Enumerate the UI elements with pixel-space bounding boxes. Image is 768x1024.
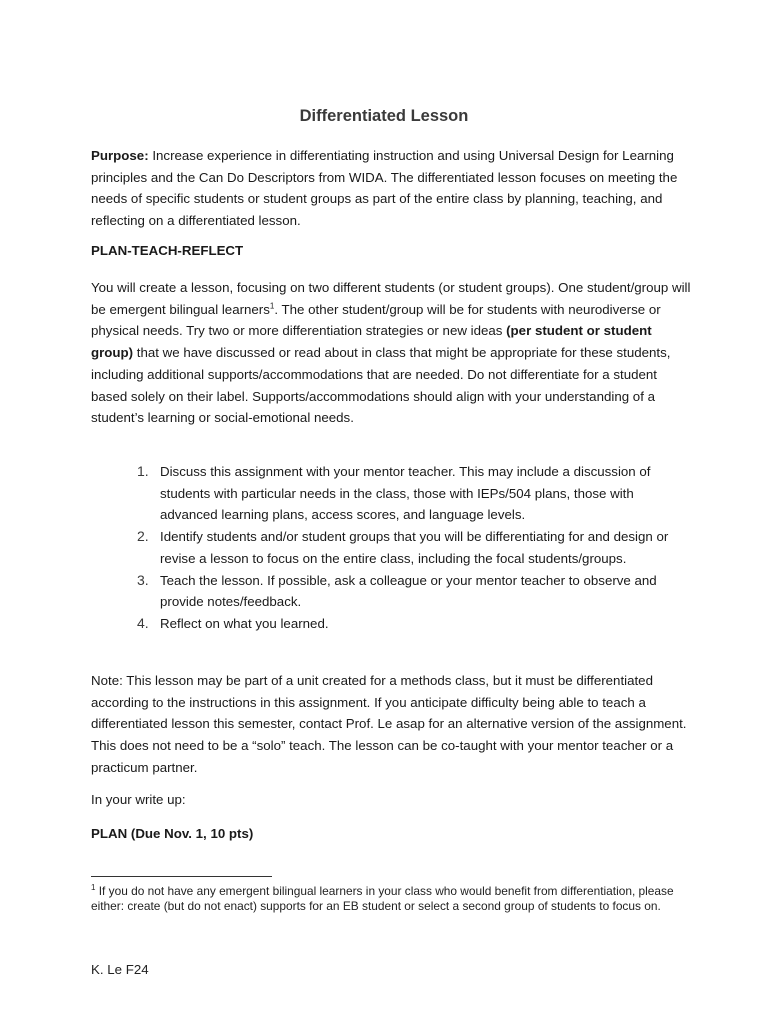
- list-item: [91, 526, 691, 569]
- list-item-text: Teach the lesson. If possible, ask a colleague or your mentor teacher to observe and provide notes/feedback.: [160, 572, 657, 610]
- writeup-label: In your write up:: [91, 792, 186, 807]
- purpose-text: Increase experience in differentiating instruction and using Universal Design for Learning principles and the Can Do Descriptors from WIDA. The differentiated lesson focuses on meeting the needs of specific students or student groups as part of the entire class by planning, teaching, and reflecting on a differentiated lesson.: [91, 148, 678, 229]
- list-item-text: Reflect on what you learned.: [160, 615, 329, 631]
- note-paragraph: Note: This lesson may be part of a unit created for a methods class, but it must be differentiated according to the instructions in this assignment. If you anticipate difficulty being able to teach a differentiated lesson this semester, contact Prof. Le asap for an alternative version of the assignment. This does not need to be a “solo” teach. The lesson can be co-taught with your mentor teacher or a practicum partner.: [91, 673, 687, 775]
- list-item: [91, 570, 691, 613]
- footnote-divider: [91, 876, 272, 877]
- intro-bold-text: (per student or student group): [91, 323, 652, 361]
- purpose-label: Purpose:: [91, 148, 149, 163]
- intro-paragraph: [91, 277, 691, 429]
- document-title: Differentiated Lesson: [299, 107, 469, 125]
- footnote: [91, 884, 691, 913]
- list-number: 4.: [137, 614, 149, 631]
- intro-text-3: that we have discussed or read about in class that might be appropriate for these students, including additional supports/accommodations that are needed. Do not differentiate for a student based solely on their label. Supports/accommodations should align with your understanding of a student’s learning or social-emotional needs.: [91, 345, 671, 426]
- footnote-text: If you do not have any emergent bilingual learners in your class who would benefit from differentiation, please either: create (but do not enact) supports for an EB student or select a second group of students to focus on.: [91, 884, 674, 913]
- steps-list: [91, 461, 691, 635]
- intro-text-2: . The other student/group will be for students with neurodiverse or physical needs. Try two or more differentiation strategies or new ideas: [91, 301, 661, 339]
- list-item: [91, 461, 691, 526]
- list-item-text: Discuss this assignment with your mentor teacher. This may include a discussion of students with particular needs in the class, those with IEPs/504 plans, those with advanced learning plans, access scores, and language levels.: [160, 464, 651, 523]
- intro-text-1: You will create a lesson, focusing on two different students (or student groups). One student/group will be emergent bilingual learners: [91, 280, 691, 317]
- list-number: 3.: [137, 571, 149, 588]
- list-item-text: Identify students and/or student groups that you will be differentiating for and design or revise a lesson to focus on the entire class, including the focal students/groups.: [160, 529, 669, 566]
- purpose-paragraph: [91, 145, 691, 232]
- list-number: 2.: [137, 528, 149, 545]
- list-item: [91, 613, 691, 635]
- list-number: 1.: [137, 463, 149, 479]
- plan-heading: PLAN (Due Nov. 1, 10 pts): [91, 826, 254, 841]
- page-footer: K. Le F24: [91, 962, 149, 977]
- section-heading: PLAN-TEACH-REFLECT: [91, 243, 244, 258]
- footnote-number: 1: [91, 883, 96, 893]
- footnote-reference[interactable]: 1: [269, 301, 275, 311]
